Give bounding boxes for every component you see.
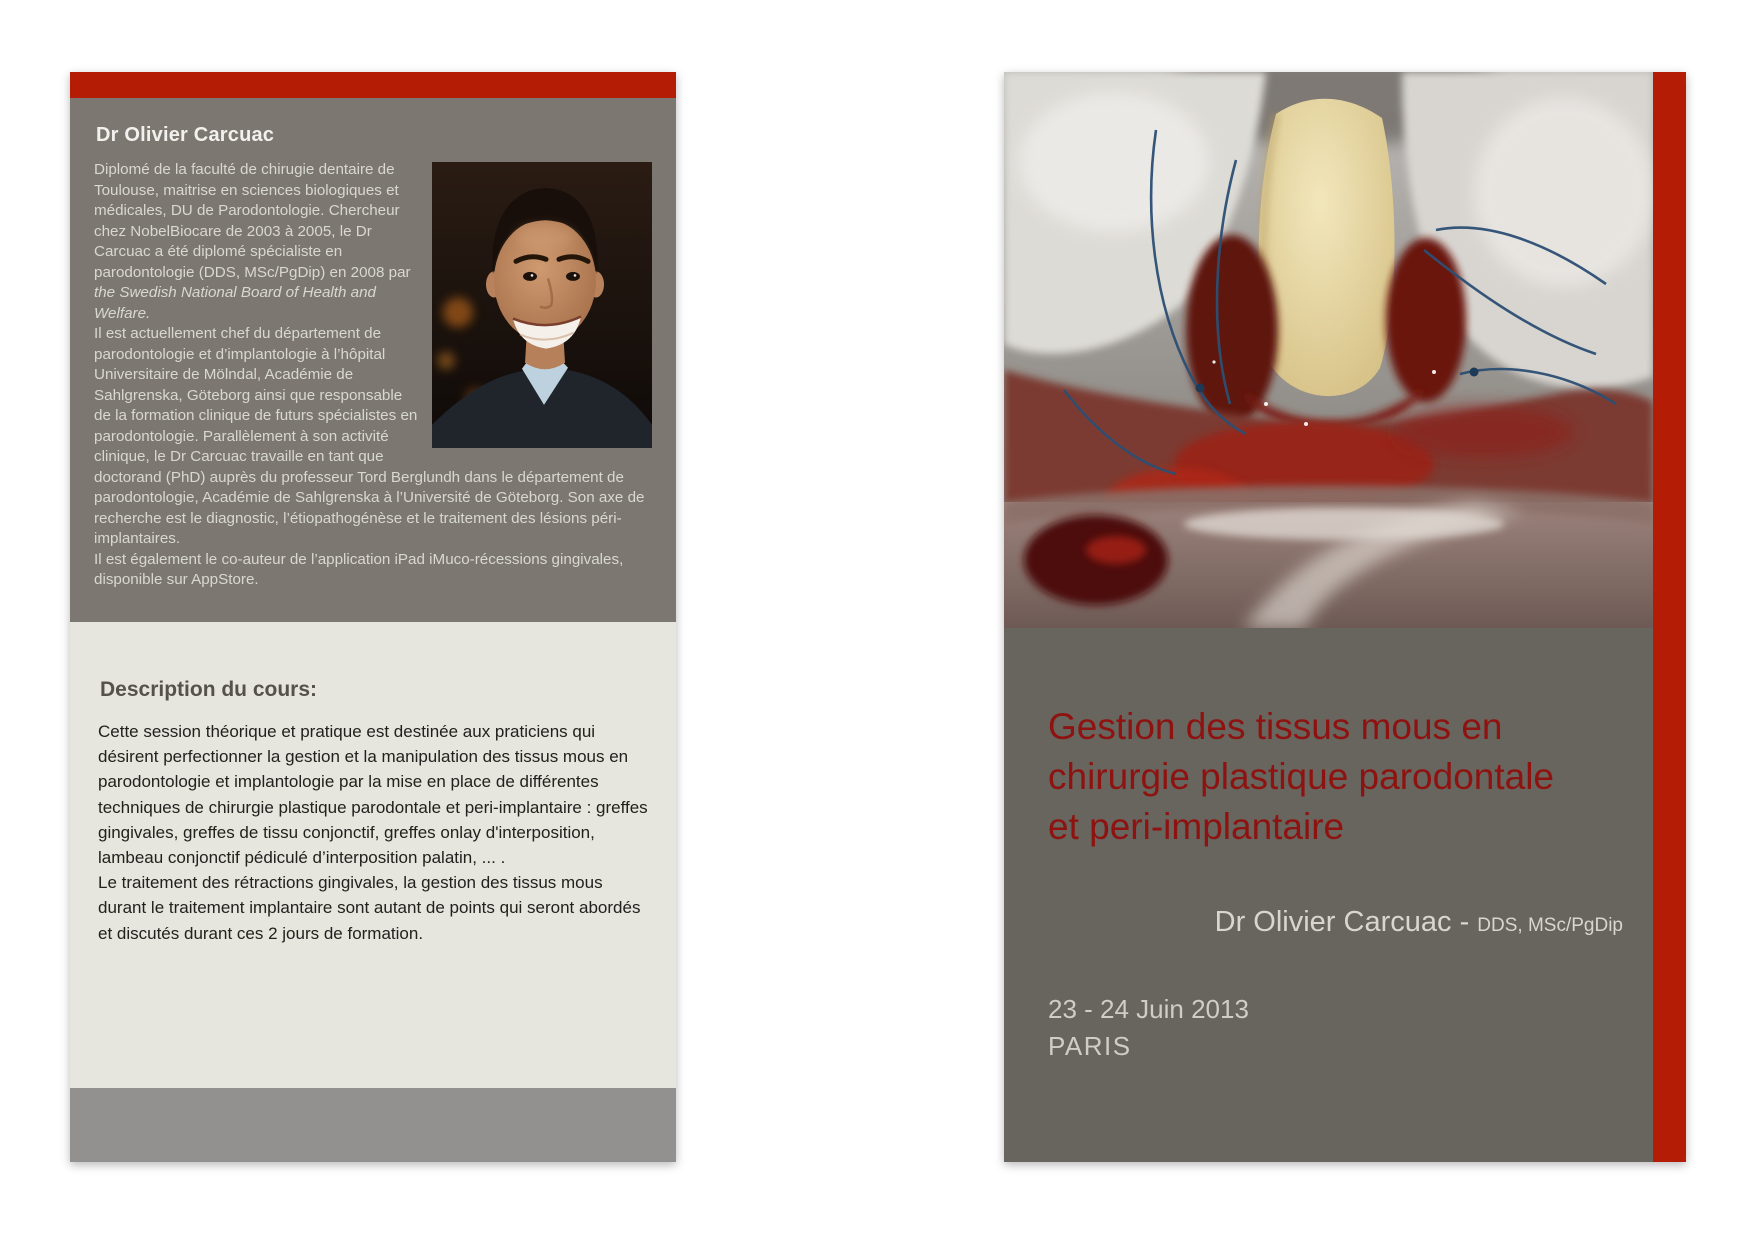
- speaker-name-heading: Dr Olivier Carcuac: [96, 124, 275, 146]
- course-title-line-3: et peri-implantaire: [1048, 806, 1345, 847]
- course-description-section: [70, 622, 676, 1088]
- course-title: [1048, 702, 1617, 852]
- description-paragraph-1: Cette session théorique et pratique est destinée aux praticiens qui désirent perfectionner la gestion et la manipulation des tissus mous en parodontologie et implantologie par la mise en place de différentes techniques de chirurgie plastique parodontale et peri-implantaire : greffes gingivales, greffes de tissu conjonctif, greffes onlay d'interposition, lambeau conjonctif pédiculé d’interposition palatin, ... .: [98, 722, 648, 868]
- description-paragraph-2: Le traitement des rétractions gingivales, la gestion des tissus mous durant le traitement implantaire sont autant de points qui seront abordés et discutés durant ces 2 jours de formation.: [98, 873, 641, 943]
- top-accent-bar: [70, 72, 676, 98]
- dental-surgery-photo: [1004, 72, 1653, 628]
- speaker-line: [1004, 904, 1623, 944]
- brochure-page-left: [70, 72, 676, 1162]
- course-dates: 23 - 24 Juin 2013: [1048, 994, 1249, 1024]
- speaker-name: Dr Olivier Carcuac -: [1214, 906, 1478, 938]
- footer-band: [70, 1088, 676, 1162]
- right-accent-stripe: [1653, 72, 1686, 1162]
- bio-paragraph-app: Il est également le co-auteur de l’application iPad iMuco-récessions gingivales, disponible sur AppStore.: [94, 550, 624, 588]
- course-title-line-1: Gestion des tissus mous en: [1048, 706, 1503, 747]
- bio-text: [94, 160, 652, 591]
- course-location: PARIS: [1048, 1031, 1132, 1061]
- description-heading: Description du cours:: [100, 678, 318, 701]
- cover-text-panel: [1004, 628, 1653, 1162]
- course-title-line-2: chirurgie plastique parodontale: [1048, 756, 1555, 797]
- bio-paragraph-intro: Diplomé de la faculté de chirugie dentaire de Toulouse, maitrise en sciences biologiques et médicales, DU de Parodontologie. Chercheur chez NobelBiocare de 2003 à 2005, le Dr Carcuac a été diplomé spécialiste en parodontologie (DDS, MSc/PgDip) en 2008 par: [94, 161, 411, 281]
- description-text: [98, 719, 648, 946]
- bio-panel: [70, 98, 676, 622]
- bio-paragraph-italic: the Swedish National Board of Health and Welfare.: [94, 284, 376, 322]
- brochure-page-right: [1004, 72, 1686, 1162]
- speaker-credentials: DDS, MSc/PgDip: [1477, 915, 1623, 936]
- speaker-portrait-photo: [432, 162, 652, 448]
- bio-paragraph-main: Il est actuellement chef du département de parodontologie et d’implantologie à l’hôpital Universitaire de Mölndal, Académie de Sahlgrenska, Göteborg ainsi que responsable de la formation clinique de futurs spécialistes en parodontologie. Parallèlement à son activité clinique, le Dr Carcuac travaille en tant que doctorand (PhD) auprès du professeur Tord Berglundh dans le département de parodontologie, Académie de Sahlgrenska à l’Université de Göteborg. Son axe de recherche est le diagnostic, l’étiopathogénèse et le traitement des lésions péri-implantaires.: [94, 325, 645, 547]
